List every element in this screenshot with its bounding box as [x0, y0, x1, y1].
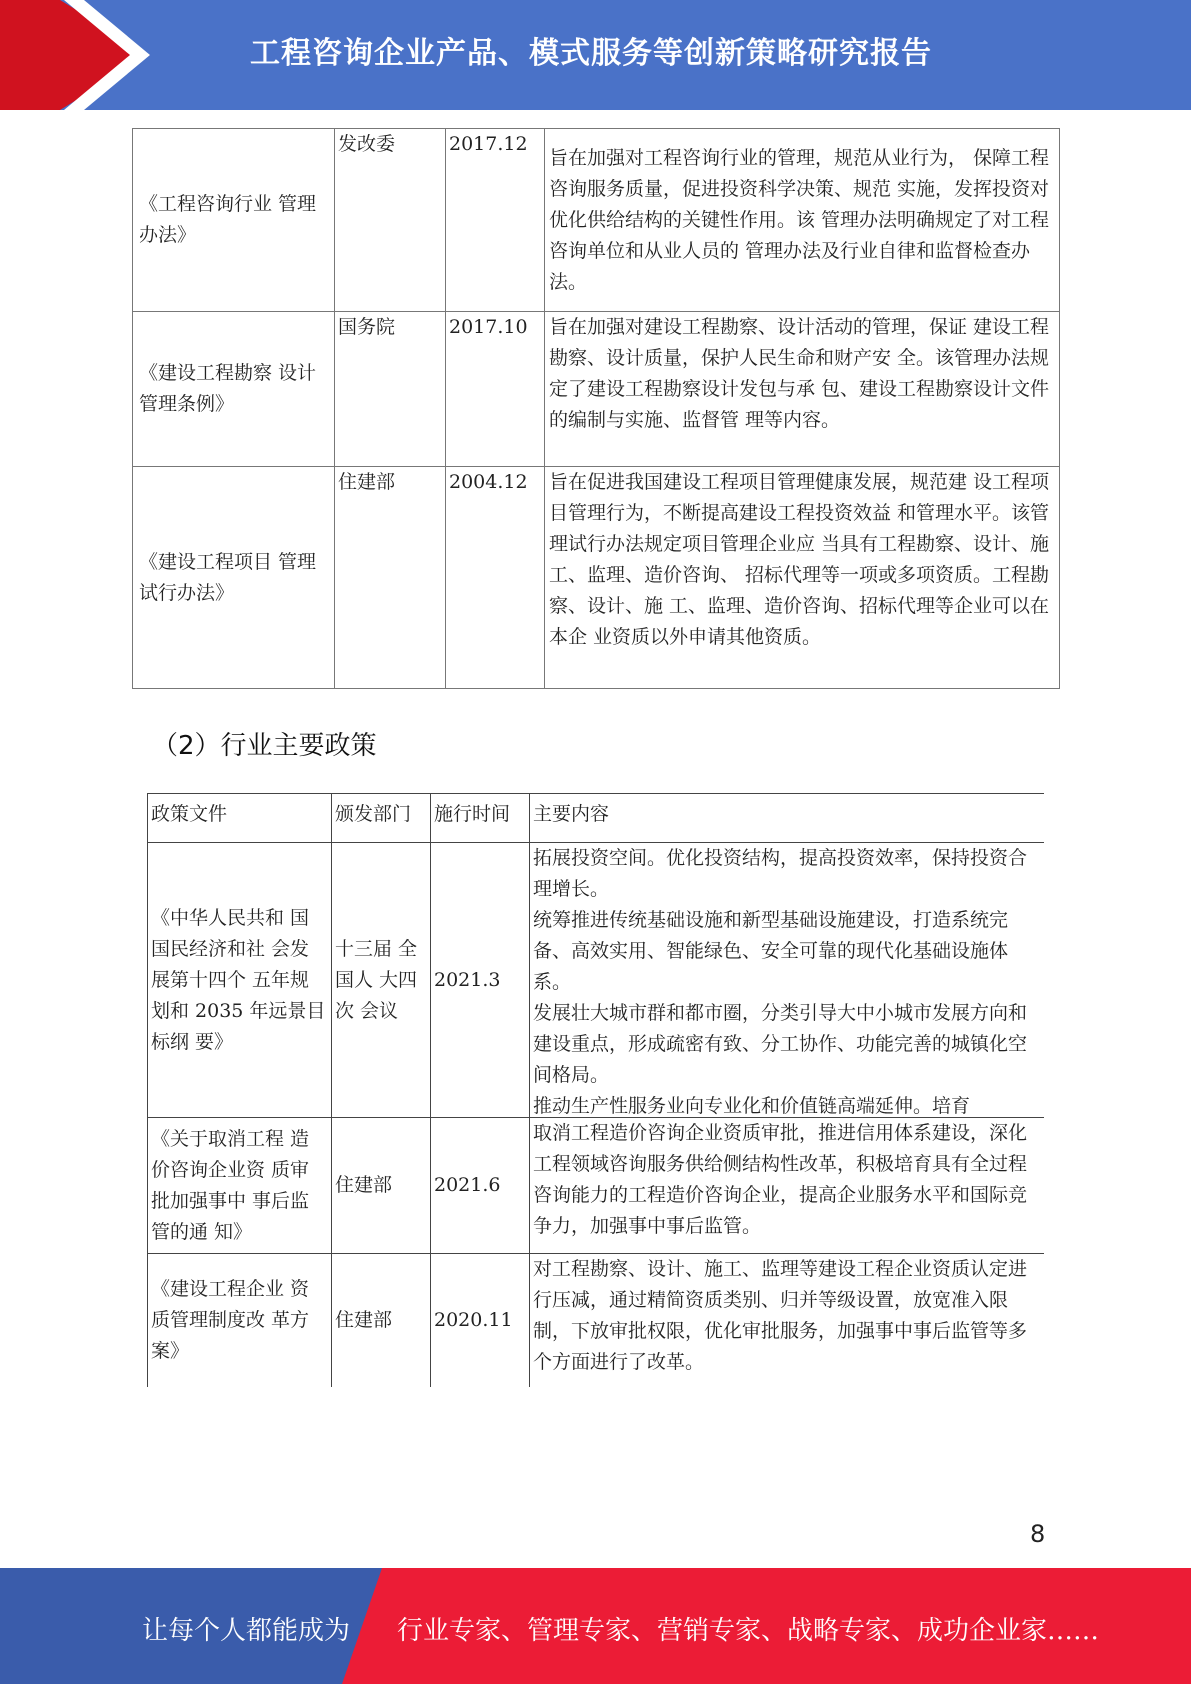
policy-date: 2021.3 [431, 843, 530, 1118]
regulation-desc: 旨在促进我国建设工程项目管理健康发展，规范建 设工程项目管理行为，不断提高建设工程投资效益 和管理水平。该管理试行办法规定项目管理企业应 当具有工程勘察、设计、施工、监理、造价咨询、 招标代理等一项或多项资质。工程勘察、设计、施 工、监理、造价咨询、招标代理等企业可以在本企 业资质以外申请其他资质。 [545, 467, 1060, 689]
page-header [0, 0, 1191, 110]
policy-doc: 《中华人民共和 国国民经济和社 会发展第十四个 五年规划和 2035 年远景目标纲 要》 [148, 843, 332, 1118]
page-footer [0, 1568, 1191, 1684]
policy-doc: 《关于取消工程 造价咨询企业资 质审批加强事中 事后监管的通 知》 [148, 1118, 332, 1254]
regulation-dept: 住建部 [335, 467, 446, 689]
policy-paragraph: 拓展投资空间。优化投资结构，提高投资效率，保持投资合理增长。 [533, 847, 1028, 900]
policy-paragraph: 统筹推进传统基础设施和新型基础设施建设，打造系统完备、高效实用、智能绿色、安全可靠的现代化基础设施体系。 [533, 909, 1009, 993]
table-row [148, 1254, 1044, 1387]
policy-date: 2021.6 [431, 1118, 530, 1254]
regulations-table [132, 128, 1060, 689]
policy-content: 取消工程造价咨询企业资质审批，推进信用体系建设，深化工程领域咨询服务供给侧结构性改革，积极培育具有全过程咨询能力的工程造价咨询企业，提高企业服务水平和国际竞争力，加强事中事后监管。 [530, 1118, 1044, 1254]
policy-doc: 《建设工程企业 资质管理制度改 革方案》 [148, 1254, 332, 1387]
policy-dept: 住建部 [332, 1254, 431, 1387]
regulation-name: 《建设工程项目 管理试行办法》 [133, 467, 335, 689]
footer-slogan-left: 让每个人都能成为 [142, 1616, 351, 1646]
policy-dept: 住建部 [332, 1118, 431, 1254]
regulation-desc: 旨在加强对工程咨询行业的管理，规范从业行为， 保障工程咨询服务质量，促进投资科学决策、规范 实施，发挥投资对优化供给结构的关键性作用。该 管理办法明确规定了对工程咨询单位和从业人员的 管理办法及行业自律和监督检查办法。 [545, 129, 1060, 312]
regulation-name: 《工程咨询行业 管理办法》 [133, 129, 335, 312]
column-header-doc: 政策文件 [148, 794, 332, 843]
table-row [133, 312, 1060, 467]
policy-paragraph: 推动生产性服务业向专业化和价值链高端延伸。培育 [533, 1095, 971, 1117]
table-header-row [148, 794, 1044, 843]
policies-table [147, 793, 1044, 1387]
table-row [148, 843, 1044, 1118]
section-heading: （2）行业主要政策 [152, 731, 377, 761]
regulation-date: 2017.12 [446, 129, 545, 312]
regulation-dept: 国务院 [335, 312, 446, 467]
footer-slogan-right: 行业专家、管理专家、营销专家、战略专家、成功企业家…… [397, 1616, 1100, 1646]
policy-content-clip [533, 843, 1041, 1117]
page-number: 8 [1030, 1520, 1046, 1548]
column-header-date: 施行时间 [431, 794, 530, 843]
policy-paragraph: 发展壮大城市群和都市圈，分类引导大中小城市发展方向和建设重点，形成疏密有致、分工协作、功能完善的城镇化空间格局。 [533, 1002, 1028, 1086]
table-row [148, 1118, 1044, 1254]
regulation-dept: 发改委 [335, 129, 446, 312]
regulation-name: 《建设工程勘察 设计管理条例》 [133, 312, 335, 467]
regulation-date: 2017.10 [446, 312, 545, 467]
policy-content: 对工程勘察、设计、施工、监理等建设工程企业资质认定进行压减，通过精简资质类别、归并等级设置，放宽准入限制，下放审批权限，优化审批服务，加强事中事后监管等多个方面进行了改革。 [530, 1254, 1044, 1387]
table-row [133, 129, 1060, 312]
table-row [133, 467, 1060, 689]
policy-date: 2020.11 [431, 1254, 530, 1387]
policy-content [530, 843, 1044, 1118]
column-header-dept: 颁发部门 [332, 794, 431, 843]
regulation-desc: 旨在加强对建设工程勘察、设计活动的管理，保证 建设工程勘察、设计质量，保护人民生命和财产安 全。该管理办法规定了建设工程勘察设计发包与承 包、建设工程勘察设计文件的编制与实施、监督管 理等内容。 [545, 312, 1060, 467]
header-title: 工程咨询企业产品、模式服务等创新策略研究报告 [250, 36, 932, 71]
column-header-content: 主要内容 [530, 794, 1044, 843]
policy-dept: 十三届 全国人 大四次 会议 [332, 843, 431, 1118]
regulation-date: 2004.12 [446, 467, 545, 689]
